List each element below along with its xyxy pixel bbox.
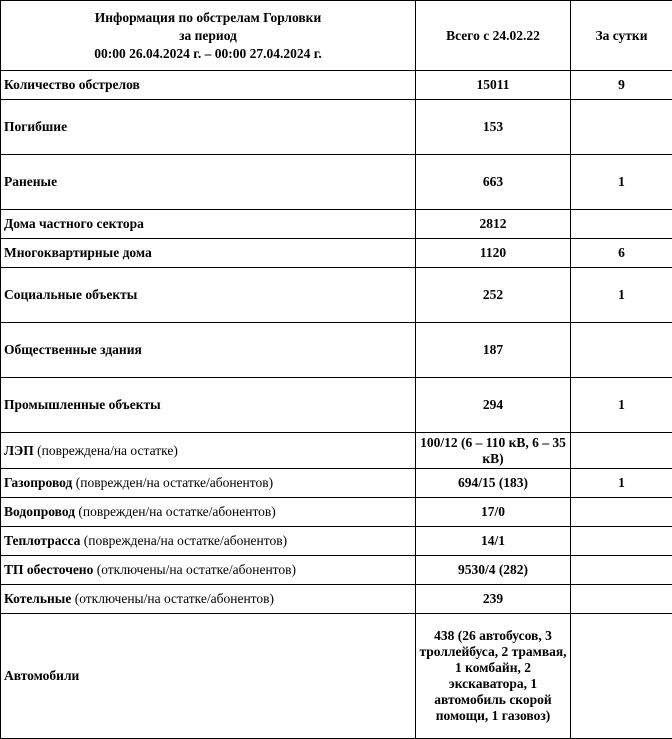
row-label	[1, 71, 416, 100]
table-row	[1, 239, 672, 268]
row-label-note: (поврежден/на остатке/абонентов)	[75, 504, 276, 519]
row-day	[571, 556, 672, 585]
row-total: 252	[416, 268, 571, 323]
row-label-bold: Котельные	[4, 591, 71, 606]
row-total: 2812	[416, 210, 571, 239]
report-title-line-2: за период	[4, 27, 412, 45]
row-total: 294	[416, 378, 571, 433]
row-total: 17/0	[416, 498, 571, 527]
row-label-bold: Социальные объекты	[4, 287, 137, 302]
row-total: 694/15 (183)	[416, 469, 571, 498]
row-label-bold: Многоквартирные дома	[4, 245, 152, 260]
row-day	[571, 585, 672, 614]
row-label	[1, 268, 416, 323]
table-row	[1, 100, 672, 155]
row-day	[571, 323, 672, 378]
row-total: 153	[416, 100, 571, 155]
row-label	[1, 239, 416, 268]
report-title	[1, 1, 416, 71]
row-label-bold: Количество обстрелов	[4, 77, 140, 92]
table-row	[1, 71, 672, 100]
table-row	[1, 378, 672, 433]
row-label-bold: Газопровод	[4, 475, 72, 490]
table-row	[1, 155, 672, 210]
row-label-bold: Общественные здания	[4, 342, 142, 357]
column-header-total: Всего с 24.02.22	[416, 1, 571, 71]
row-day	[571, 498, 672, 527]
row-day: 1	[571, 155, 672, 210]
row-label	[1, 155, 416, 210]
table-row	[1, 210, 672, 239]
report-title-line-1: Информация по обстрелам Горловки	[4, 9, 412, 27]
row-label-bold: Водопровод	[4, 504, 75, 519]
row-label	[1, 498, 416, 527]
row-day	[571, 527, 672, 556]
row-label	[1, 433, 416, 469]
report-title-line-3: 00:00 26.04.2024 г. – 00:00 27.04.2024 г.	[4, 45, 412, 63]
row-day: 1	[571, 268, 672, 323]
row-label-bold: ТП обесточено	[4, 562, 93, 577]
row-label-bold: Теплотрасса	[4, 533, 80, 548]
row-label	[1, 527, 416, 556]
row-label-bold: Дома частного сектора	[4, 216, 144, 231]
row-label	[1, 556, 416, 585]
row-label-note: (повреждена/на остатке)	[34, 443, 178, 458]
row-label-bold: ЛЭП	[4, 443, 34, 458]
row-label	[1, 100, 416, 155]
row-label	[1, 323, 416, 378]
table-row	[1, 323, 672, 378]
row-label-note: (отключены/на остатке/абонентов)	[71, 591, 274, 606]
table-header-row	[1, 1, 672, 71]
row-label	[1, 469, 416, 498]
row-total: 14/1	[416, 527, 571, 556]
row-total: 187	[416, 323, 571, 378]
table-row	[1, 433, 672, 469]
row-day	[571, 100, 672, 155]
row-label-bold: Погибшие	[4, 119, 67, 134]
row-label	[1, 210, 416, 239]
row-label-note: (повреждена/на остатке/абонентов)	[80, 533, 287, 548]
row-label-bold: Автомобили	[4, 668, 79, 683]
row-label	[1, 585, 416, 614]
table-row	[1, 556, 672, 585]
row-day	[571, 433, 672, 469]
row-total: 438 (26 автобусов, 3 троллейбуса, 2 трамвая, 1 комбайн, 2 экскаватора, 1 автомобиль скорой помощи, 1 газовоз)	[416, 614, 571, 739]
row-total: 1120	[416, 239, 571, 268]
row-day	[571, 210, 672, 239]
row-label	[1, 614, 416, 739]
table-row	[1, 268, 672, 323]
table-row	[1, 527, 672, 556]
row-total: 239	[416, 585, 571, 614]
table-row	[1, 469, 672, 498]
table-row	[1, 498, 672, 527]
row-total: 9530/4 (282)	[416, 556, 571, 585]
table-row	[1, 585, 672, 614]
row-label	[1, 378, 416, 433]
row-label-note: (отключены/на остатке/абонентов)	[93, 562, 296, 577]
column-header-day: За сутки	[571, 1, 672, 71]
row-label-bold: Раненые	[4, 174, 57, 189]
table-row	[1, 614, 672, 739]
row-day: 6	[571, 239, 672, 268]
row-label-note: (поврежден/на остатке/абонентов)	[72, 475, 273, 490]
row-day: 9	[571, 71, 672, 100]
row-total: 663	[416, 155, 571, 210]
row-label-bold: Промышленные объекты	[4, 397, 161, 412]
row-day	[571, 614, 672, 739]
row-day: 1	[571, 469, 672, 498]
row-day: 1	[571, 378, 672, 433]
row-total: 15011	[416, 71, 571, 100]
row-total: 100/12 (6 – 110 кВ, 6 – 35 кВ)	[416, 433, 571, 469]
